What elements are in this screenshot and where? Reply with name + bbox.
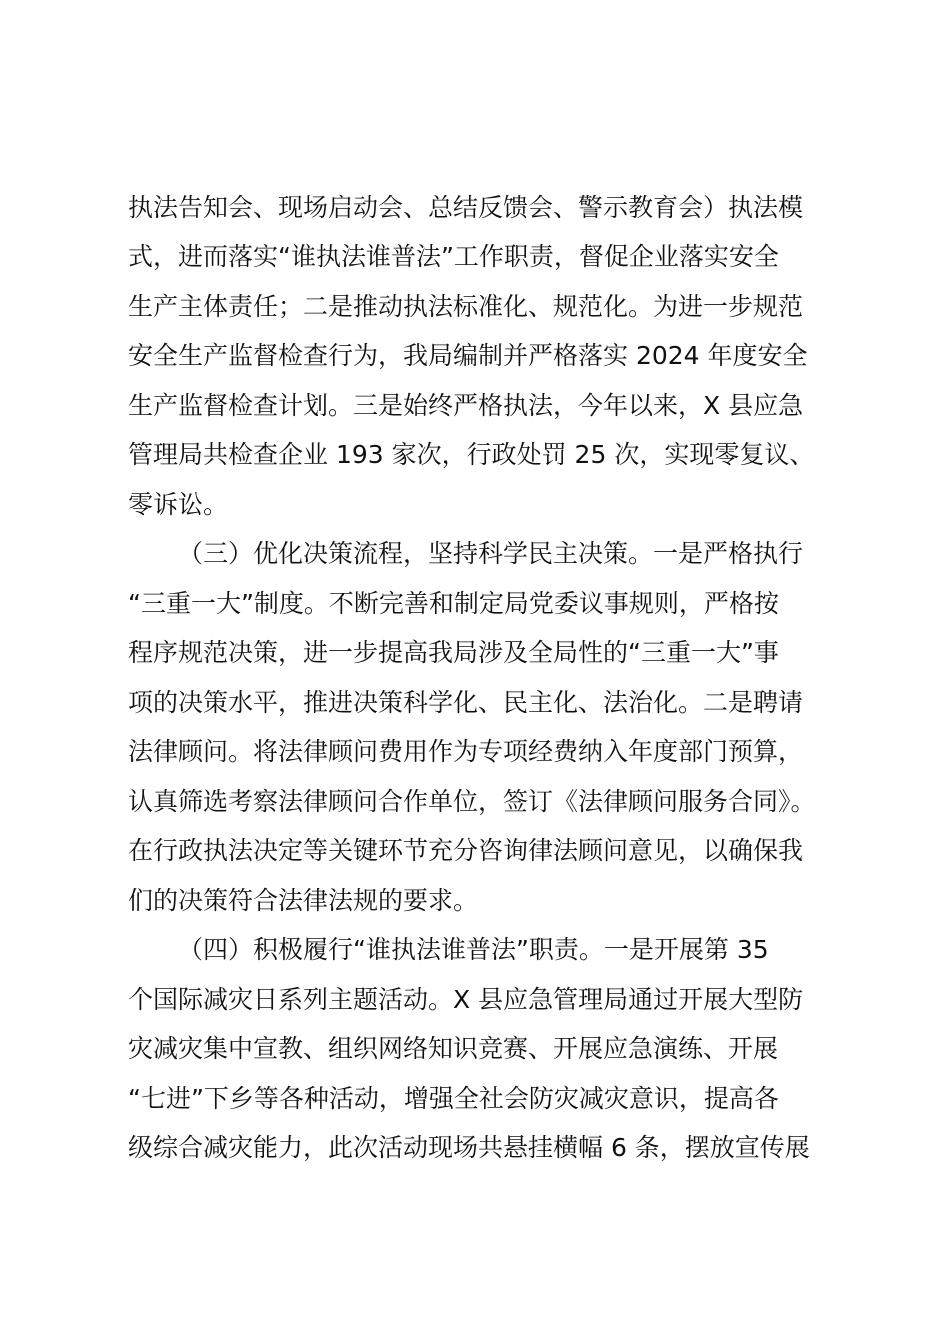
- text-line: 零诉讼。: [128, 490, 229, 519]
- text-line: 生产主体责任；二是推动执法标准化、规范化。为进一步规范: [128, 292, 804, 321]
- text-line: 们的决策符合法律法规的要求。: [128, 886, 479, 915]
- text-line: “七进”下乡等各种活动，增强全社会防灾减灾意识，提高各: [128, 1084, 779, 1113]
- text-line: 执法告知会、现场启动会、总结反馈会、警示教育会）执法模: [128, 193, 804, 222]
- text-line: 个国际减灾日系列主题活动。X 县应急管理局通过开展大型防: [128, 985, 804, 1014]
- text-line-indented: （三）优化决策流程，坚持科学民主决策。一是严格执行: [178, 539, 804, 568]
- text-line: 安全生产监督检查行为，我局编制并严格落实 2024 年度安全: [128, 341, 808, 370]
- text-line: 程序规范决策，进一步提高我局涉及全局性的“三重一大”事: [128, 638, 779, 667]
- text-line: 式，进而落实“谁执法谁普法”工作职责，督促企业落实安全: [128, 242, 779, 271]
- text-line: 灾减灾集中宣教、组织网络知识竞赛、开展应急演练、开展: [128, 1034, 779, 1063]
- text-line: 法律顾问。将法律顾问费用作为专项经费纳入年度部门预算，: [128, 737, 804, 766]
- text-line: 级综合减灾能力，此次活动现场共悬挂横幅 6 条，摆放宣传展: [128, 1133, 810, 1162]
- text-line-indented: （四）积极履行“谁执法谁普法”职责。一是开展第 35: [178, 935, 769, 964]
- text-line: 项的决策水平，推进决策科学化、民主化、法治化。二是聘请: [128, 688, 804, 717]
- text-line: 在行政执法决定等关键环节充分咨询律法顾问意见，以确保我: [128, 836, 804, 865]
- text-line: 管理局共检查企业 193 家次，行政处罚 25 次，实现零复议、: [128, 440, 815, 469]
- text-line: 生产监督检查计划。三是始终严格执法，今年以来，X 县应急: [128, 391, 804, 420]
- text-line: “三重一大”制度。不断完善和制定局党委议事规则，严格按: [128, 589, 779, 618]
- text-line: 认真筛选考察法律顾问合作单位，签订《法律顾问服务合同》。: [128, 787, 816, 816]
